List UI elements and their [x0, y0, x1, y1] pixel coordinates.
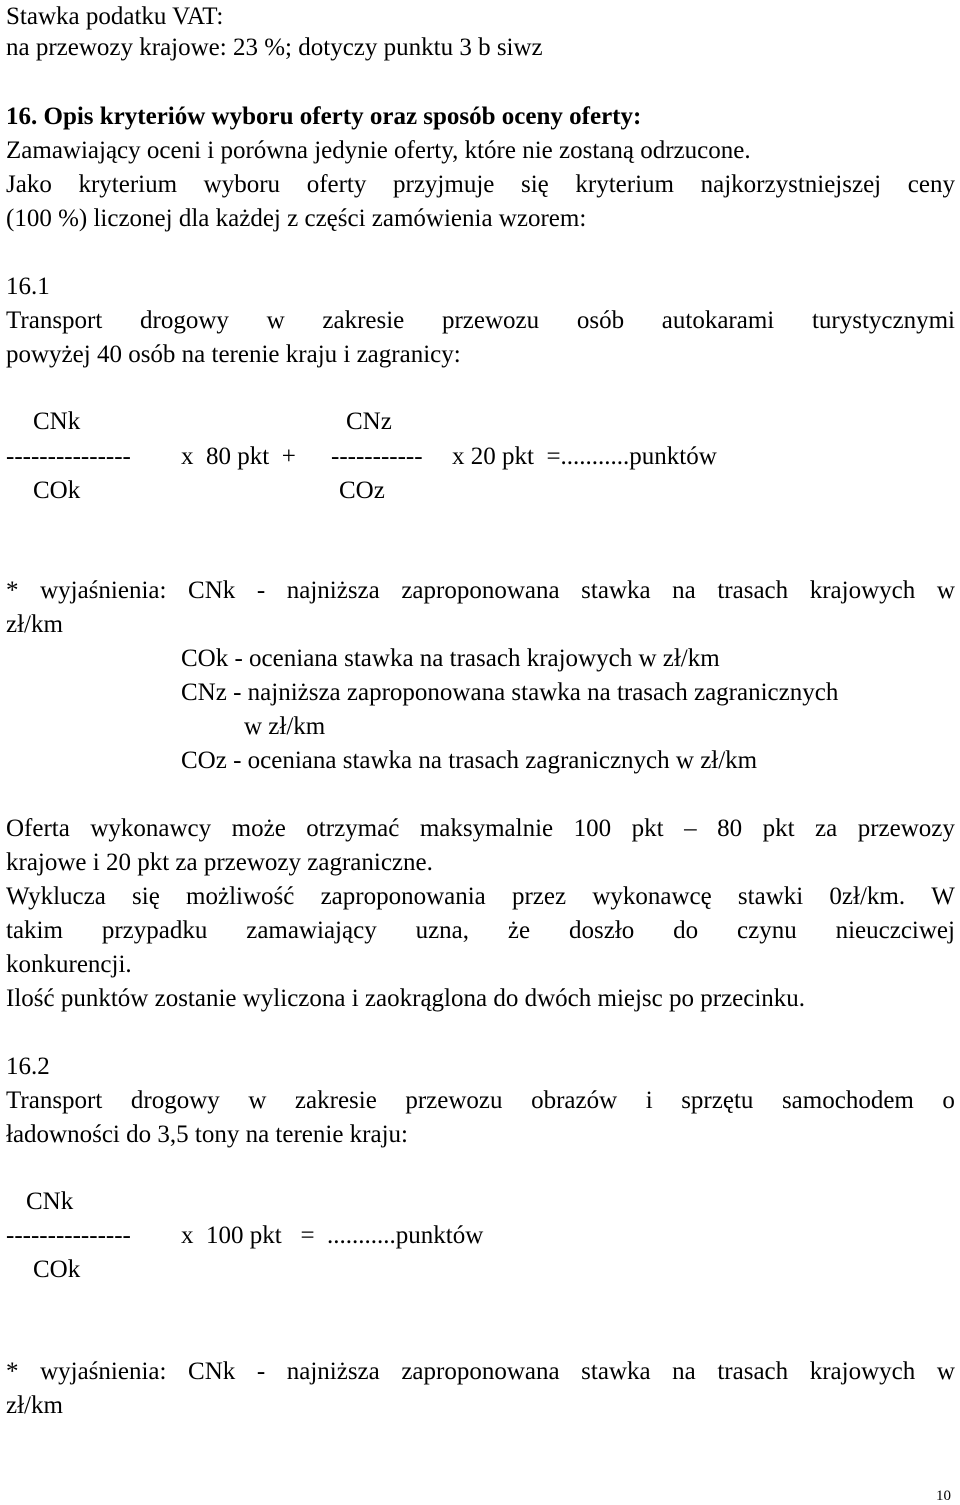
word: nieuczciwej: [835, 917, 955, 944]
word: uzna,: [415, 917, 470, 944]
word: maksymalnie: [419, 815, 554, 842]
formula-multiplier: x 100 pkt = ...........punktów: [181, 1222, 484, 1249]
word: możliwość: [186, 883, 295, 910]
formula-coz: COz: [339, 477, 385, 504]
word: czynu: [737, 917, 797, 944]
word: wykonawcy: [90, 815, 212, 842]
word: zaproponowana: [401, 1358, 560, 1385]
word: *: [6, 1358, 19, 1385]
section-16-2-title-cont: ładowności do 3,5 tony na terenie kraju:: [6, 1121, 408, 1148]
formula-multiplier-1: x 80 pkt +: [181, 443, 296, 470]
word: autokarami: [661, 307, 775, 334]
word: otrzymać: [306, 815, 400, 842]
word: zamawiający: [246, 917, 377, 944]
word: zakresie: [294, 1087, 377, 1114]
word: W: [931, 883, 955, 910]
section-16-1-title-cont: powyżej 40 osób na terenie kraju i zagranicy:: [6, 341, 461, 368]
word: najniższa: [286, 1358, 380, 1385]
explanation-16-2-unit: zł/km: [6, 1392, 63, 1419]
page-number: 10: [936, 1488, 951, 1504]
word: trasach: [717, 577, 789, 604]
word: przez: [511, 883, 567, 910]
exclusion-line-1: [6, 880, 955, 914]
section-16-1-number: 16.1: [6, 273, 50, 300]
word: stawka: [581, 1358, 651, 1385]
formula-fraction-line-2: -----------: [331, 443, 423, 470]
formula-cnk: CNk: [33, 408, 81, 435]
word: –: [684, 815, 697, 842]
vat-rate: na przewozy krajowe: 23 %; dotyczy punktu 3 b siwz: [6, 34, 543, 61]
word: wyjaśnienia:: [40, 1358, 167, 1385]
word: Oferta: [6, 815, 70, 842]
word: 80: [717, 815, 743, 842]
word: zakresie: [322, 307, 405, 334]
word: się: [521, 171, 549, 198]
word: sprzętu: [681, 1087, 754, 1114]
explanation-cok: COk - oceniana stawka na trasach krajowych w zł/km: [181, 645, 720, 672]
word: w: [936, 1358, 955, 1385]
word: Transport: [6, 1087, 103, 1114]
word: kryterium: [575, 171, 674, 198]
word: zaproponowana: [401, 577, 560, 604]
offer-max-points: [6, 812, 955, 846]
word: przewozy: [857, 815, 955, 842]
word: wyboru: [203, 171, 281, 198]
word: zaproponowania: [320, 883, 486, 910]
word: -: [256, 577, 266, 604]
word: samochodem: [781, 1087, 914, 1114]
word: przyjmuje: [393, 171, 495, 198]
word: CNk: [188, 1358, 236, 1385]
word: pkt: [631, 815, 664, 842]
section-16-heading: 16. Opis kryteriów wyboru oferty oraz sposób oceny oferty:: [6, 103, 642, 130]
word: przypadku: [101, 917, 208, 944]
word: na: [672, 577, 696, 604]
word: trasach: [717, 1358, 789, 1385]
word: w: [936, 577, 955, 604]
word: o: [942, 1087, 955, 1114]
word: najkorzystniejszej: [700, 171, 882, 198]
word: Transport: [6, 307, 103, 334]
exclusion-line-3: konkurencji.: [6, 951, 132, 978]
explanation-16-2-cnk: [6, 1355, 955, 1389]
explanation-cnz: CNz - najniższa zaproponowana stawka na trasach zagranicznych: [181, 679, 839, 706]
word: w: [266, 307, 285, 334]
word: za: [815, 815, 838, 842]
formula-cnk: CNk: [26, 1188, 74, 1215]
section-16-paragraph-1: Zamawiający oceni i porówna jedynie oferty, które nie zostaną odrzucone.: [6, 137, 751, 164]
rounding-rule: Ilość punktów zostanie wyliczona i zaokrąglona do dwóch miejsc po przecinku.: [6, 985, 806, 1012]
word: CNk: [188, 577, 236, 604]
word: wykonawcę: [592, 883, 712, 910]
explanation-cnz-unit: w zł/km: [244, 713, 326, 740]
word: obrazów: [531, 1087, 618, 1114]
word: się: [132, 883, 160, 910]
formula-cok: COk: [33, 477, 81, 504]
word: krajowych: [809, 1358, 916, 1385]
formula-cnz: CNz: [346, 408, 392, 435]
formula-fraction-line: ---------------: [6, 1222, 131, 1249]
formula-cok: COk: [33, 1256, 81, 1283]
word: drogowy: [130, 1087, 220, 1114]
word: w: [248, 1087, 267, 1114]
word: osób: [576, 307, 625, 334]
word: ceny: [907, 171, 955, 198]
word: -: [256, 1358, 266, 1385]
word: może: [231, 815, 286, 842]
word: przewozu: [405, 1087, 503, 1114]
section-16-1-title: [6, 304, 955, 338]
word: i: [645, 1087, 653, 1114]
section-16-2-number: 16.2: [6, 1053, 50, 1080]
word: drogowy: [140, 307, 229, 334]
section-16-paragraph-2: [6, 168, 955, 202]
word: Jako: [6, 171, 52, 198]
word: do: [673, 917, 699, 944]
word: turystycznymi: [811, 307, 955, 334]
word: 100: [573, 815, 612, 842]
word: *: [6, 577, 19, 604]
word: pkt: [762, 815, 795, 842]
section-16-2-title: [6, 1084, 955, 1118]
word: krajowych: [809, 577, 916, 604]
word: że: [507, 917, 531, 944]
word: stawka: [581, 577, 651, 604]
explanation-cnk: [6, 574, 955, 608]
explanation-coz: COz - oceniana stawka na trasach zagranicznych w zł/km: [181, 747, 758, 774]
formula-multiplier-2: x 20 pkt =...........punktów: [452, 443, 717, 470]
word: Wyklucza: [6, 883, 106, 910]
word: najniższa: [286, 577, 380, 604]
word: doszło: [568, 917, 635, 944]
formula-fraction-line-1: ---------------: [6, 443, 131, 470]
section-16-paragraph-3: (100 %) liczonej dla każdej z części zamówienia wzorem:: [6, 205, 587, 232]
word: kryterium: [78, 171, 178, 198]
word: oferty: [306, 171, 367, 198]
word: 0zł/km.: [829, 883, 906, 910]
vat-label: Stawka podatku VAT:: [6, 3, 224, 30]
word: stawki: [737, 883, 804, 910]
word: wyjaśnienia:: [40, 577, 167, 604]
word: przewozu: [441, 307, 540, 334]
word: takim: [6, 917, 63, 944]
offer-max-points-cont: krajowe i 20 pkt za przewozy zagraniczne.: [6, 849, 433, 876]
exclusion-line-2: [6, 914, 955, 948]
explanation-cnk-unit: zł/km: [6, 611, 63, 638]
word: na: [672, 1358, 696, 1385]
